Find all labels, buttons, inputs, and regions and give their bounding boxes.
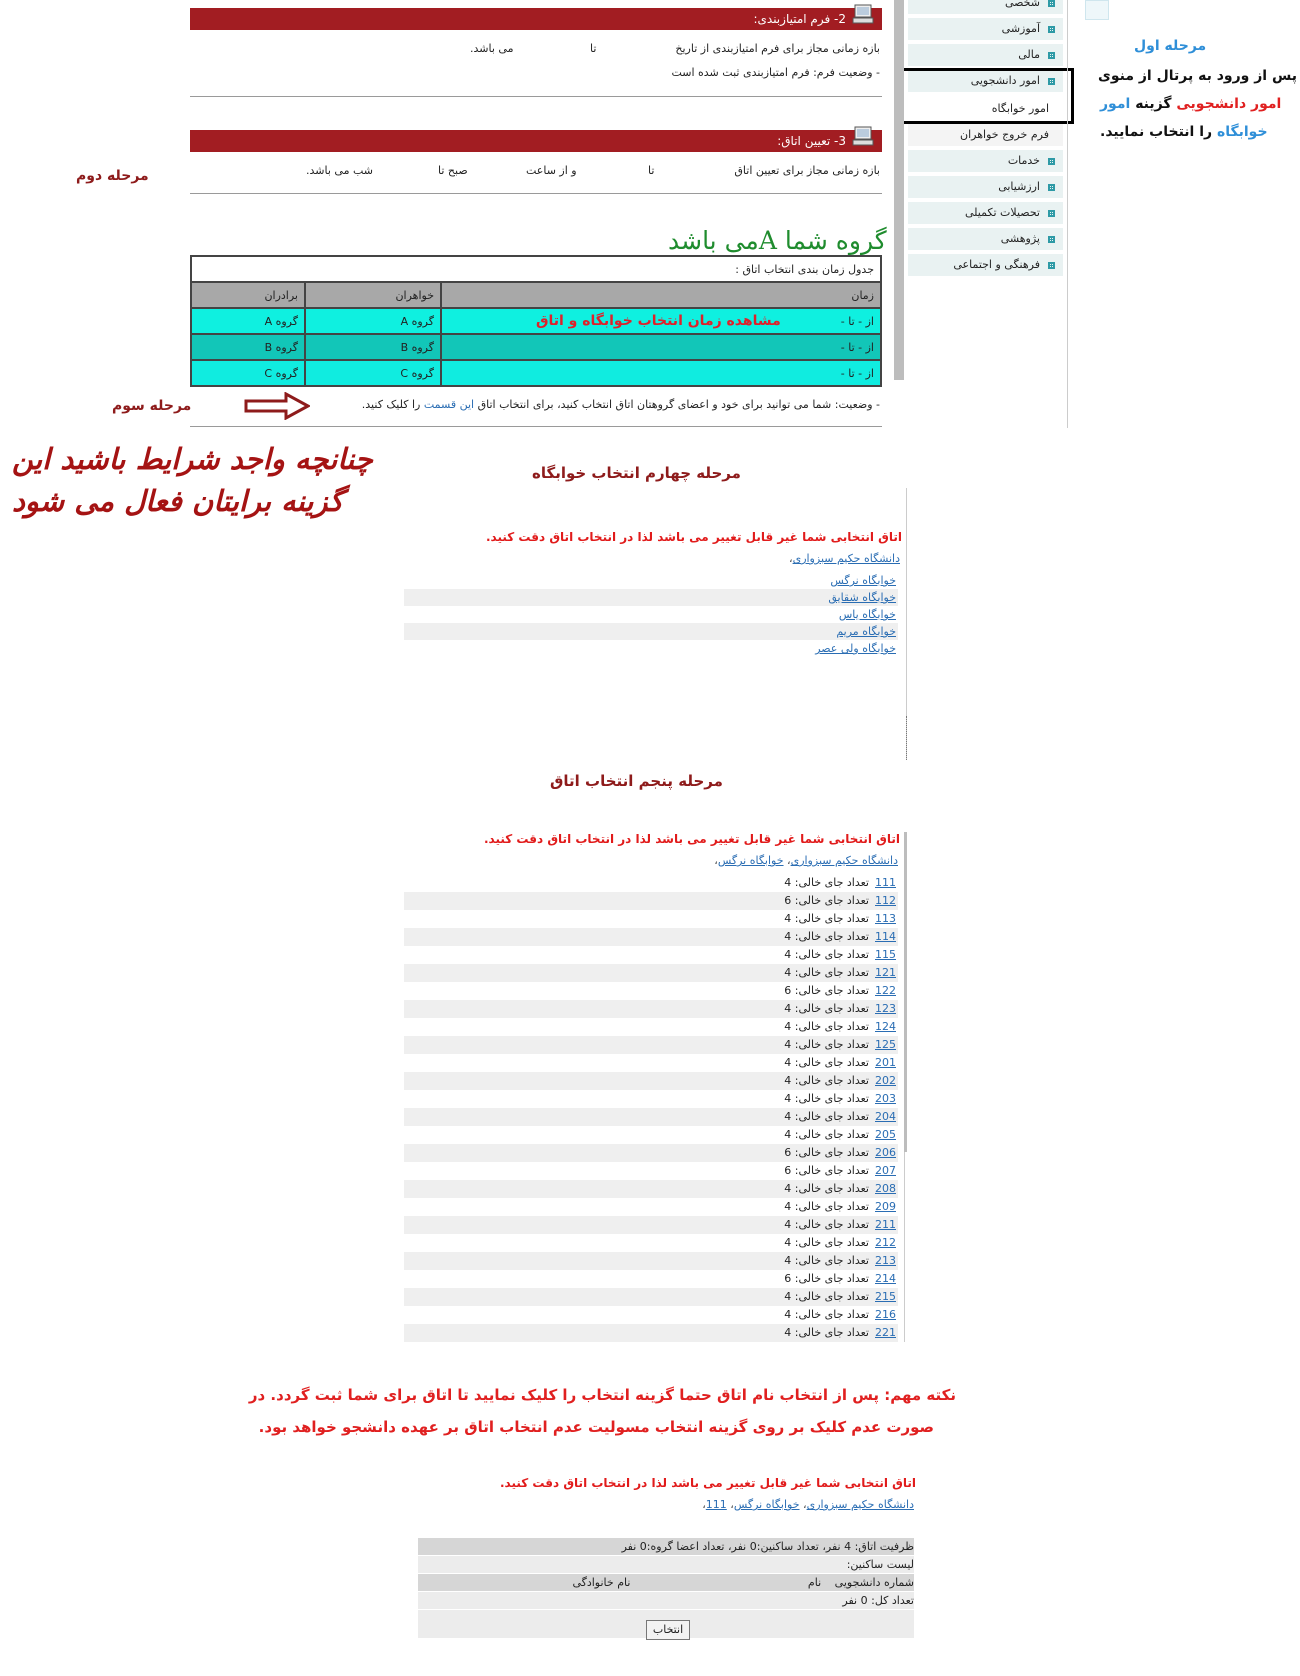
vacancy-label: تعداد جای خالی: <box>794 930 869 943</box>
menu-bullet-icon <box>1048 184 1055 191</box>
list-item <box>404 623 898 640</box>
menu-bullet-icon <box>1048 26 1055 33</box>
table-row <box>404 892 898 910</box>
schedule-caption: جدول زمان بندی انتخاب اتاق : <box>191 256 881 282</box>
dorm-link-shaghayegh[interactable]: خوابگاه شقایق <box>828 591 896 604</box>
step2-title: مرحله دوم <box>76 168 149 184</box>
table-row <box>404 1072 898 1090</box>
room-warning: اتاق انتخابی شما غیر قابل تغییر می باشد لذا در انتخاب اتاق دقت کنید. <box>483 832 900 846</box>
table-row <box>404 1090 898 1108</box>
table-row <box>404 1198 898 1216</box>
table-row <box>404 1306 898 1324</box>
vacancy-count: 4 <box>784 1200 792 1213</box>
table-row <box>404 1144 898 1162</box>
schedule-overlay-label: مشاهده زمان انتخاب خوابگاه و اتاق <box>535 313 781 329</box>
vacancy-label: تعداد جای خالی: <box>794 1056 869 1069</box>
table-row <box>404 1324 898 1342</box>
step1-title: مرحله اول <box>1134 38 1207 54</box>
cell-sisters: گروه C <box>305 360 441 386</box>
vacancy-count: 4 <box>784 1182 792 1195</box>
capacity-row: ظرفیت اتاق: 4 نفر، تعداد ساکنین:0 نفر، تعداد اعضا گروه:0 نفر <box>418 1538 914 1555</box>
scrollbar[interactable] <box>894 0 904 380</box>
vacancy-count: 4 <box>784 1218 792 1231</box>
sidebar-divider <box>1067 0 1068 428</box>
cell-sisters: گروه B <box>305 334 441 360</box>
vacancy-count: 4 <box>784 1326 792 1339</box>
menu-bullet-icon <box>1048 262 1055 269</box>
vacancy-label: تعداد جای خالی: <box>794 1020 869 1033</box>
vacancy-label: تعداد جای خالی: <box>794 1326 869 1339</box>
step5-title: مرحله پنجم انتخاب اتاق <box>550 772 723 790</box>
vacancy-count: 4 <box>784 1092 792 1105</box>
step1-line2: امور دانشجویی گزینه امور <box>1100 96 1282 112</box>
vacancy-label: تعداد جای خالی: <box>794 1236 869 1249</box>
room-link[interactable]: 206 <box>875 1146 896 1159</box>
table-row <box>404 1162 898 1180</box>
table-row: از - تا - <box>441 334 881 360</box>
table-row <box>404 1036 898 1054</box>
list-item <box>404 640 898 657</box>
home-icon[interactable] <box>1085 0 1109 20</box>
step4-title: مرحله چهارم انتخاب خوابگاه <box>532 464 741 482</box>
vacancy-count: 4 <box>784 1128 792 1141</box>
scoring-range-label: بازه زمانی مجاز برای فرم امتیازبندی از تاریخ <box>675 42 880 55</box>
vacancy-label: تعداد جای خالی: <box>794 1002 869 1015</box>
room-link[interactable]: 216 <box>875 1308 896 1321</box>
section-3-header: 3- تعیین اتاق: <box>190 130 882 152</box>
room-link[interactable]: 123 <box>875 1002 896 1015</box>
vacancy-count: 4 <box>784 1002 792 1015</box>
scoring-status: - وضعیت فرم: فرم امتیازبندی ثبت شده است <box>671 66 880 79</box>
room-range-label: بازه زمانی مجاز برای تعیین اتاق <box>734 164 880 177</box>
table-row <box>404 874 898 892</box>
table-row <box>404 1252 898 1270</box>
sidebar-item-evaluation[interactable]: ارزشیابی <box>908 176 1063 198</box>
room-link[interactable]: 213 <box>875 1254 896 1267</box>
sidebar-menu <box>908 0 1063 280</box>
table-row <box>404 1054 898 1072</box>
sidebar-item-sisters-exit-form[interactable]: فرم خروج خواهران <box>908 124 1063 146</box>
table-row <box>404 946 898 964</box>
vacancy-label: تعداد جای خالی: <box>794 966 869 979</box>
menu-bullet-icon <box>1048 236 1055 243</box>
room-link[interactable]: 202 <box>875 1074 896 1087</box>
vacancy-count: 4 <box>784 1038 792 1051</box>
breadcrumb: دانشگاه حکیم سبزواری، خوابگاه نرگس، 111، <box>702 1498 914 1511</box>
vacancy-label: تعداد جای خالی: <box>794 1200 869 1213</box>
list-item <box>404 572 898 589</box>
vacancy-label: تعداد جای خالی: <box>794 1146 869 1159</box>
room-range-hour: و از ساعت <box>526 164 577 177</box>
total-row: تعداد کل: 0 نفر <box>418 1592 914 1609</box>
room-link[interactable]: 112 <box>875 894 896 907</box>
computer-icon <box>852 125 874 147</box>
room-link[interactable]: 111 <box>875 876 896 889</box>
menu-bullet-icon <box>1048 158 1055 165</box>
table-row <box>404 1000 898 1018</box>
residents-label: لیست ساکنین: <box>418 1556 914 1573</box>
vacancy-count: 4 <box>784 966 792 979</box>
menu-bullet-icon <box>1048 52 1055 59</box>
residents-header <box>418 1574 914 1591</box>
table-row <box>404 1018 898 1036</box>
breadcrumb: دانشگاه حکیم سبزواری، <box>789 552 900 565</box>
vacancy-label: تعداد جای خالی: <box>794 876 869 889</box>
vacancy-count: 6 <box>784 894 792 907</box>
vacancy-label: تعداد جای خالی: <box>794 912 869 925</box>
vacancy-label: تعداد جای خالی: <box>794 984 869 997</box>
breadcrumb-university[interactable]: دانشگاه حکیم سبزواری <box>792 552 900 565</box>
table-row <box>404 1180 898 1198</box>
vacancy-count: 6 <box>784 1164 792 1177</box>
vacancy-count: 4 <box>784 876 792 889</box>
divider <box>190 426 882 427</box>
dorm-link-valiasr[interactable]: خوابگاه ولی عصر <box>815 642 896 655</box>
divider <box>190 193 882 194</box>
room-link[interactable]: 211 <box>875 1218 896 1231</box>
table-row <box>404 1234 898 1252</box>
vacancy-label: تعداد جای خالی: <box>794 1182 869 1195</box>
header-sisters: خواهران <box>305 282 441 308</box>
col-family: نام خانوادگی <box>572 1576 631 1589</box>
vacancy-label: تعداد جای خالی: <box>794 948 869 961</box>
step1-line3: خوابگاه را انتخاب نمایید. <box>1100 124 1268 140</box>
room-link[interactable]: 203 <box>875 1092 896 1105</box>
step3-title: مرحله سوم <box>112 398 192 414</box>
table-row <box>404 1270 898 1288</box>
room-selection-link[interactable]: این قسمت <box>423 398 475 411</box>
sidebar-item-student-affairs[interactable]: امور دانشجویی <box>908 70 1063 92</box>
header-time: زمان <box>441 282 881 308</box>
room-link[interactable]: 125 <box>875 1038 896 1051</box>
scoring-range-to: تا <box>590 42 597 55</box>
room-link[interactable]: 215 <box>875 1290 896 1303</box>
vacancy-label: تعداد جای خالی: <box>794 1092 869 1105</box>
room-link[interactable]: 204 <box>875 1110 896 1123</box>
room-link[interactable]: 201 <box>875 1056 896 1069</box>
vacancy-count: 4 <box>784 1056 792 1069</box>
table-row <box>404 1126 898 1144</box>
dorm-warning: اتاق انتخابی شما غیر قابل تغییر می باشد لذا در انتخاب اتاق دقت کنید. <box>485 530 902 544</box>
col-name: نام <box>807 1576 822 1589</box>
divider <box>190 96 882 97</box>
important-note-line2: صورت عدم کلیک بر روی گزینه انتخاب مسولیت عدم انتخاب اتاق بر عهده دانشجو خواهد بود. <box>258 1418 934 1436</box>
vacancy-count: 4 <box>784 1254 792 1267</box>
step1-line1: پس از ورود به پرتال از منوی <box>1098 68 1298 84</box>
menu-bullet-icon <box>1048 0 1055 7</box>
vacancy-label: تعداد جای خالی: <box>794 1038 869 1051</box>
vacancy-label: تعداد جای خالی: <box>794 894 869 907</box>
cell-brothers: گروه B <box>191 334 305 360</box>
vacancy-count: 4 <box>784 930 792 943</box>
vacancy-label: تعداد جای خالی: <box>794 1254 869 1267</box>
computer-icon <box>852 3 874 25</box>
table-row <box>404 964 898 982</box>
eligibility-note-line1: چنانچه واجد شرایط باشید این <box>12 442 373 476</box>
header-brothers: برادران <box>191 282 305 308</box>
scrollbar[interactable] <box>904 832 907 1152</box>
vacancy-label: تعداد جای خالی: <box>794 1164 869 1177</box>
room-link[interactable]: 124 <box>875 1020 896 1033</box>
room-link[interactable]: 207 <box>875 1164 896 1177</box>
vacancy-count: 4 <box>784 1074 792 1087</box>
detail-warning: اتاق انتخابی شما غیر قابل تغییر می باشد لذا در انتخاب اتاق دقت کنید. <box>499 1476 916 1490</box>
list-item <box>404 606 898 623</box>
cell-brothers: گروه C <box>191 360 305 386</box>
room-link[interactable]: 115 <box>875 948 896 961</box>
vacancy-count: 4 <box>784 1236 792 1249</box>
sidebar-item-cultural-social[interactable]: فرهنگی و اجتماعی <box>908 254 1063 276</box>
room-link[interactable]: 122 <box>875 984 896 997</box>
schedule-table <box>190 255 882 387</box>
table-row <box>404 928 898 946</box>
table-row <box>404 982 898 1000</box>
breadcrumb-university[interactable]: دانشگاه حکیم سبزواری <box>790 854 898 867</box>
sidebar-item-research[interactable]: پژوهشی <box>908 228 1063 250</box>
dorm-link-yas[interactable]: خوابگاه یاس <box>838 608 896 621</box>
room-link[interactable]: 209 <box>875 1200 896 1213</box>
scoring-range-suffix: می باشد. <box>470 42 514 55</box>
sidebar-item-graduate-studies[interactable]: تحصیلات تکمیلی <box>908 202 1063 224</box>
section-2-header: 2- فرم امتیازبندی: <box>190 8 882 30</box>
vacancy-count: 4 <box>784 1020 792 1033</box>
group-title: گروه شما Aمی باشد <box>668 226 887 255</box>
table-row <box>404 1216 898 1234</box>
sidebar-item-services[interactable]: خدمات <box>908 150 1063 172</box>
breadcrumb: دانشگاه حکیم سبزواری، خوابگاه نرگس، <box>714 854 898 867</box>
vacancy-label: تعداد جای خالی: <box>794 1110 869 1123</box>
room-link[interactable]: 205 <box>875 1128 896 1141</box>
breadcrumb-room[interactable]: 111 <box>705 1498 727 1511</box>
sidebar-item-financial[interactable]: مالی <box>908 44 1063 66</box>
room-range-night: شب می باشد. <box>306 164 373 177</box>
col-student-no: شماره دانشجویی <box>834 1576 914 1589</box>
vacancy-count: 4 <box>784 1308 792 1321</box>
vacancy-count: 4 <box>784 948 792 961</box>
list-item <box>404 589 898 606</box>
breadcrumb-dorm[interactable]: خوابگاه نرگس <box>717 854 784 867</box>
vacancy-label: تعداد جای خالی: <box>794 1218 869 1231</box>
menu-bullet-icon <box>1048 210 1055 217</box>
highlight-box <box>900 68 1074 124</box>
breadcrumb-university[interactable]: دانشگاه حکیم سبزواری <box>806 1498 914 1511</box>
room-link[interactable]: 212 <box>875 1236 896 1249</box>
room-link[interactable]: 214 <box>875 1272 896 1285</box>
vacancy-count: 6 <box>784 1146 792 1159</box>
vacancy-count: 4 <box>784 1290 792 1303</box>
room-link[interactable]: 121 <box>875 966 896 979</box>
table-row <box>404 1108 898 1126</box>
vacancy-label: تعداد جای خالی: <box>794 1128 869 1141</box>
sidebar-item-education[interactable]: آموزشی <box>908 18 1063 40</box>
sidebar-item-dormitory-affairs[interactable]: امور خوابگاه <box>908 98 1063 120</box>
vacancy-count: 4 <box>784 912 792 925</box>
sidebar-item-personal[interactable]: شخصی <box>908 0 1063 14</box>
table-row <box>404 1288 898 1306</box>
cell-brothers: گروه A <box>191 308 305 334</box>
room-link[interactable]: 114 <box>875 930 896 943</box>
eligibility-note-line2: گزینه برایتان فعال می شود <box>12 484 344 518</box>
table-row: از - تا -مشاهده زمان انتخاب خوابگاه و اتاق <box>441 308 881 334</box>
vacancy-count: 6 <box>784 984 792 997</box>
scroll-grip[interactable] <box>906 716 909 760</box>
room-range-morning: صبح تا <box>438 164 468 177</box>
room-selection-status: - وضعیت: شما می توانید برای خود و اعضای گروهتان اتاق انتخاب کنید، برای انتخاب اتاق این قسمت را کلیک کنید. <box>361 398 880 411</box>
select-room-button[interactable]: انتخاب <box>646 1620 690 1640</box>
vacancy-count: 4 <box>784 1110 792 1123</box>
important-note-line1: نکته مهم: پس از انتخاب نام اتاق حتما گزینه انتخاب را کلیک نمایید تا اتاق برای شما ثبت گردد. در <box>248 1386 956 1404</box>
vacancy-label: تعداد جای خالی: <box>794 1272 869 1285</box>
room-link[interactable]: 221 <box>875 1326 896 1339</box>
vacancy-label: تعداد جای خالی: <box>794 1308 869 1321</box>
room-link[interactable]: 113 <box>875 912 896 925</box>
table-row <box>404 910 898 928</box>
arrow-right-icon <box>244 392 310 420</box>
dorm-link-narges[interactable]: خوابگاه نرگس <box>830 574 896 587</box>
cell-sisters: گروه A <box>305 308 441 334</box>
vacancy-label: تعداد جای خالی: <box>794 1290 869 1303</box>
room-range-to: تا <box>648 164 655 177</box>
vacancy-count: 6 <box>784 1272 792 1285</box>
table-row: از - تا - <box>441 360 881 386</box>
room-link[interactable]: 208 <box>875 1182 896 1195</box>
dorm-link-maryam[interactable]: خوابگاه مریم <box>836 625 896 638</box>
vacancy-label: تعداد جای خالی: <box>794 1074 869 1087</box>
breadcrumb-dorm[interactable]: خوابگاه نرگس <box>733 1498 800 1511</box>
